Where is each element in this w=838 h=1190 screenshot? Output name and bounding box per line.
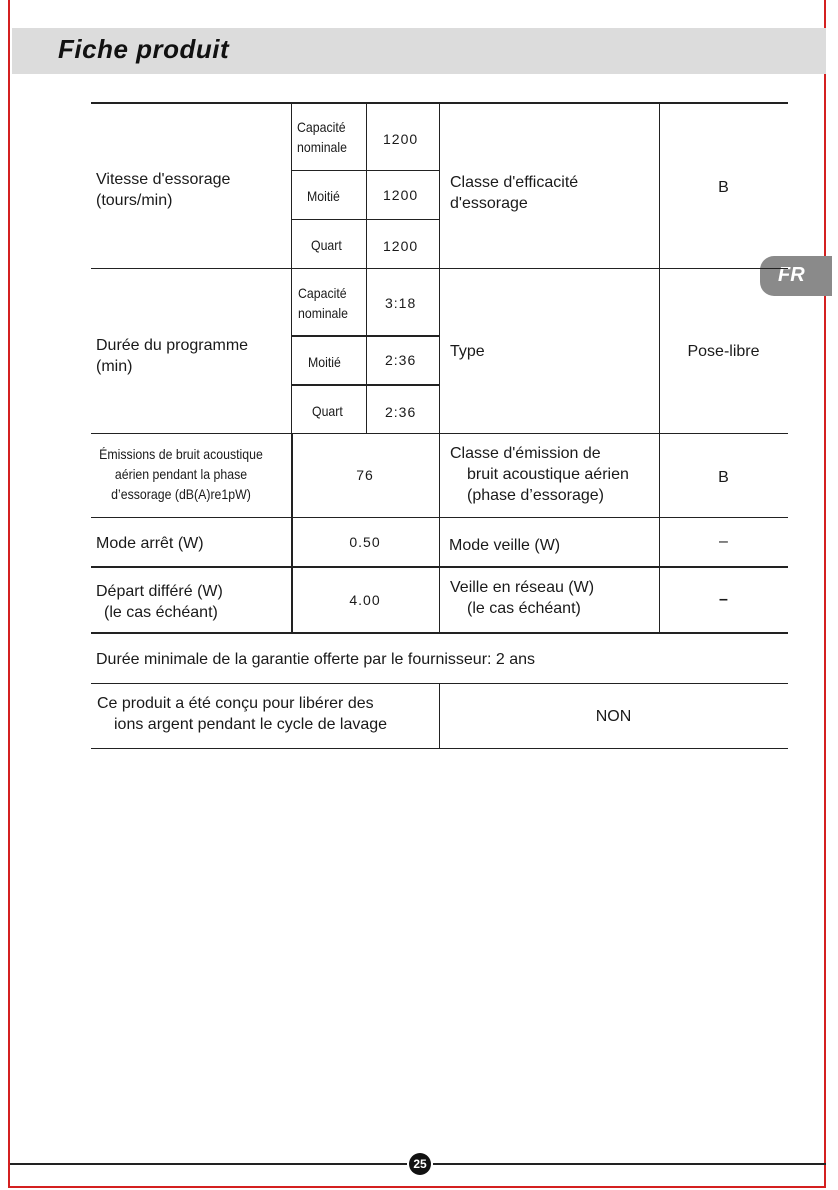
program-duration-label-line1: Durée du programme [96, 337, 249, 354]
spin-speed-label [96, 169, 230, 211]
noise-class-value: B [718, 469, 729, 486]
standby-mode-label: Mode veille (W) [449, 537, 561, 554]
network-standby-label-line1: Veille en réseau (W) [450, 579, 595, 596]
network-standby-label-line2: (le cas échéant) [467, 600, 581, 617]
program-row-label: Quart [312, 403, 343, 419]
spin-row-value: 1200 [383, 131, 419, 147]
spin-speed-label-line1: Vitesse d'essorage [96, 171, 231, 188]
noise-emission-label-line3: d’essorage (dB(A)re1pW) [111, 486, 251, 502]
program-row-label [298, 283, 348, 323]
spin-class-label [450, 172, 578, 214]
language-tab-label: FR [778, 264, 805, 286]
spin-class-label-line2: d'essorage [450, 195, 528, 212]
program-row-label-line2: nominale [298, 305, 349, 321]
network-standby-value: – [719, 591, 728, 608]
noise-class-label [450, 443, 629, 506]
silver-ions-label-line2: ions argent pendant le cycle de lavage [114, 716, 388, 733]
type-value: Pose-libre [687, 343, 760, 360]
footer-line-right [433, 1163, 826, 1165]
warranty-text: Durée minimale de la garantie offerte par le fournisseur: 2 ans [96, 651, 536, 668]
page-number: 25 [409, 1153, 431, 1175]
noise-class-label-line3: (phase d’essorage) [467, 487, 604, 504]
program-row-value: 2:36 [385, 352, 417, 368]
delay-start-label [96, 581, 223, 623]
program-row-label-line1: Capacité [298, 285, 347, 301]
spin-class-label-line1: Classe d'efficacité [450, 174, 579, 191]
spin-row-value: 1200 [383, 238, 419, 254]
program-row-value: 2:36 [385, 404, 417, 420]
delay-start-label-line1: Départ différé (W) [96, 583, 223, 600]
delay-start-label-line2: (le cas échéant) [104, 604, 218, 621]
silver-ions-label-line1: Ce produit a été conçu pour libérer des [97, 695, 374, 712]
off-mode-label: Mode arrêt (W) [96, 535, 204, 552]
delay-start-value: 4.00 [349, 592, 381, 608]
footer-line-left [10, 1163, 407, 1165]
network-standby-label [450, 577, 594, 619]
type-label: Type [450, 343, 485, 360]
silver-ions-value: NON [595, 708, 632, 725]
noise-emission-label-line2: aérien pendant la phase [114, 466, 248, 482]
noise-class-label-line2: bruit acoustique aérien [467, 466, 629, 483]
program-duration-label-line2: (min) [96, 358, 133, 375]
program-row-value: 3:18 [385, 295, 417, 311]
page-title: Fiche produit [58, 34, 230, 64]
noise-emission-value: 76 [356, 467, 374, 483]
noise-emission-label-line1: Émissions de bruit acoustique [99, 446, 263, 462]
noise-emission-label [71, 444, 291, 504]
spin-row-value: 1200 [383, 187, 419, 203]
spin-row-label-line2: nominale [297, 139, 348, 155]
language-tab [760, 256, 832, 296]
spin-row-label: Quart [311, 237, 342, 253]
spin-row-label: Moitié [307, 188, 340, 204]
spin-row-label [297, 117, 347, 157]
spin-row-label-line1: Capacité [297, 119, 346, 135]
spin-speed-label-line2: (tours/min) [96, 192, 173, 209]
off-mode-value: 0.50 [349, 534, 381, 550]
silver-ions-label [97, 693, 387, 735]
program-row-label: Moitié [308, 354, 341, 370]
standby-mode-value: – [719, 533, 728, 550]
program-duration-label [96, 335, 248, 377]
noise-class-label-line1: Classe d'émission de [450, 445, 601, 462]
spin-class-value: B [718, 179, 729, 196]
